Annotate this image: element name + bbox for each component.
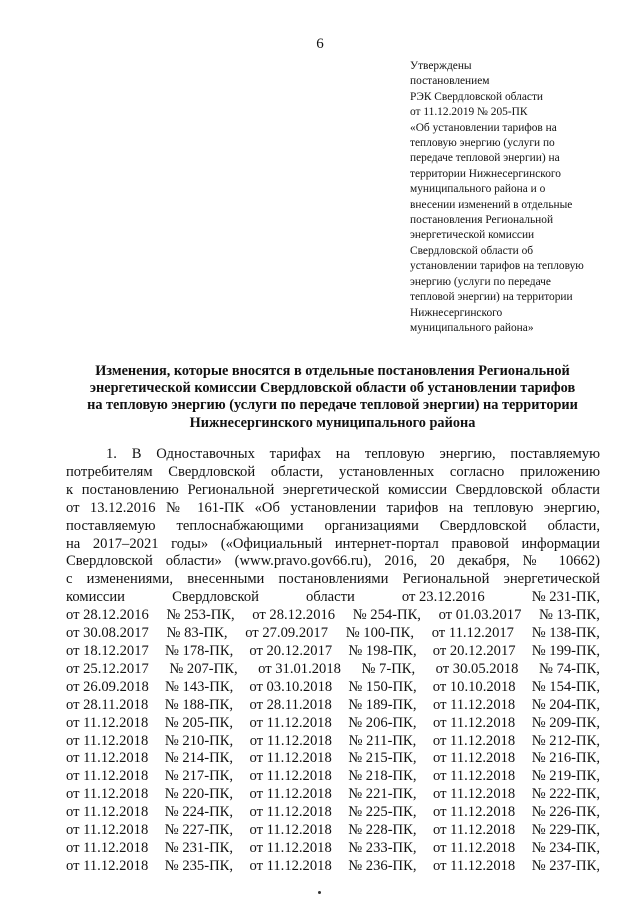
resolution-row: [66, 733, 600, 751]
resolution-row: [66, 804, 600, 822]
resolution-number: № 150-ПК,: [348, 678, 417, 695]
resolution-number: № 199-ПК,: [531, 642, 600, 659]
approval-line: от 11.12.2019 № 205-ПК: [410, 106, 528, 119]
body-line: поставляемую теплоснабжающими организациями Свердловской области,: [66, 517, 600, 534]
resolution-number: № 206-ПК,: [348, 714, 417, 731]
approval-line: Свердловской области об: [410, 244, 534, 257]
resolution-row: [66, 607, 600, 625]
resolution-number: № 100-ПК,: [345, 625, 414, 642]
approval-line: передаче тепловой энергии) на: [410, 152, 560, 165]
resolution-row: [66, 625, 600, 643]
heading-line: энергетической комиссии Свердловской области об установлении тарифов: [89, 380, 576, 397]
body-line: на 2017–2021 годы» («Официальный интернет-портал правовой информации: [66, 535, 600, 552]
resolution-row: [66, 679, 600, 697]
approval-line: постановлением: [410, 75, 490, 88]
resolution-date: от 01.03.2017: [438, 607, 522, 624]
body-line: [66, 589, 600, 607]
resolution-number: № 198-ПК,: [348, 642, 417, 659]
heading-line: Изменения, которые вносятся в отдельные постановления Региональной: [95, 363, 570, 379]
resolution-number: № 226-ПК,: [531, 804, 600, 821]
resolution-number: № 235-ПК,: [164, 857, 233, 874]
resolution-number: № 138-ПК,: [531, 625, 600, 642]
body-line: от 13.12.2016 № 161-ПК «Об установлении тарифов на тепловую энергию,: [66, 499, 600, 516]
approval-line: муниципального района и о: [410, 183, 546, 196]
resolution-date: от 28.12.2016: [66, 607, 149, 624]
resolution-number: № 215-ПК,: [348, 750, 417, 767]
resolution-number: № 253-ПК,: [166, 607, 235, 624]
resolution-date: от 11.12.2018: [66, 786, 149, 803]
approval-line: тепловой энергии) на территории: [410, 291, 573, 304]
resolution-date: от 11.12.2018: [249, 804, 332, 821]
resolution-number: № 216-ПК,: [531, 750, 600, 767]
body-word: № 231-ПК,: [531, 589, 600, 606]
resolution-date: от 28.11.2018: [66, 696, 149, 713]
resolution-date: от 25.12.2017: [66, 660, 149, 677]
resolution-row: [66, 786, 600, 804]
resolution-number: № 143-ПК,: [164, 678, 234, 695]
resolution-row: [66, 750, 600, 768]
resolution-date: от 26.09.2018: [66, 678, 149, 695]
resolution-date: от 31.01.2018: [258, 660, 341, 677]
body-text: [66, 446, 600, 876]
resolution-date: от 30.08.2017: [66, 625, 149, 642]
resolution-date: от 03.10.2018: [249, 678, 333, 695]
resolution-date: от 11.12.2018: [249, 750, 332, 767]
resolution-date: от 11.12.2017: [431, 625, 514, 642]
resolution-number: № 74-ПК,: [539, 660, 600, 677]
resolution-date: от 11.12.2018: [249, 857, 332, 874]
resolution-row: [66, 715, 600, 733]
body-line: к постановлению Региональной энергетической комиссии Свердловской области: [66, 481, 600, 498]
resolution-number: № 236-ПК,: [348, 857, 417, 874]
resolution-number: № 13-ПК,: [538, 607, 600, 624]
resolution-number: № 204-ПК,: [531, 696, 600, 713]
resolution-number: № 154-ПК,: [531, 678, 600, 695]
resolution-number: № 209-ПК,: [531, 714, 600, 731]
page-number: 6: [316, 36, 324, 52]
resolution-number: № 234-ПК,: [531, 839, 600, 856]
resolution-row: [66, 858, 600, 876]
resolution-date: от 10.10.2018: [432, 678, 516, 695]
resolution-date: от 20.12.2017: [249, 642, 333, 659]
resolution-number: № 227-ПК,: [164, 822, 233, 839]
document-heading: [60, 363, 605, 432]
resolution-date: от 11.12.2018: [249, 839, 332, 856]
approval-line: установлении тарифов на тепловую: [410, 260, 584, 273]
resolution-number: № 221-ПК,: [348, 786, 417, 803]
resolution-number: № 231-ПК,: [164, 839, 233, 856]
resolution-number: № 218-ПК,: [348, 768, 417, 785]
resolution-date: от 11.12.2018: [66, 768, 149, 785]
resolution-row: [66, 697, 600, 715]
approval-line: внесении изменений в отдельные: [410, 198, 573, 211]
resolution-number: № 83-ПК,: [166, 625, 228, 642]
resolution-date: от 11.12.2018: [432, 857, 516, 874]
approval-line: Утверждены: [410, 60, 472, 72]
approval-line: тепловую энергию (услуги по: [410, 137, 555, 150]
resolution-date: от 11.12.2018: [432, 750, 516, 767]
resolution-number: № 212-ПК,: [531, 732, 600, 749]
resolution-row: [66, 822, 600, 840]
resolution-date: от 11.12.2018: [432, 732, 516, 749]
resolution-date: от 30.05.2018: [435, 660, 519, 677]
resolution-date: от 11.12.2018: [66, 822, 149, 839]
resolution-date: от 28.12.2016: [252, 607, 336, 624]
approval-line: территории Нижнесергинского: [410, 167, 562, 180]
approval-line: энергию (услуги по передаче: [410, 275, 551, 288]
resolution-number: № 228-ПК,: [348, 822, 417, 839]
approval-line: постановления Региональной: [410, 214, 554, 227]
resolution-number: № 254-ПК,: [352, 607, 421, 624]
body-line: 1. В Одноставочных тарифах на тепловую энергию, поставляемую: [106, 446, 600, 462]
resolution-number: № 214-ПК,: [164, 750, 233, 767]
approval-line: Нижнесергинского: [410, 306, 503, 319]
resolution-date: от 11.12.2018: [432, 696, 516, 713]
resolution-number: № 207-ПК,: [169, 660, 238, 677]
resolution-row: [66, 661, 600, 679]
resolution-date: от 11.12.2018: [66, 839, 149, 856]
resolution-number: № 205-ПК,: [164, 714, 233, 731]
resolution-date: от 18.12.2017: [66, 642, 149, 659]
resolution-number: № 217-ПК,: [164, 768, 233, 785]
resolution-date: от 11.12.2018: [249, 732, 332, 749]
resolution-number: № 210-ПК,: [164, 732, 234, 749]
resolution-date: от 11.12.2018: [66, 750, 149, 767]
resolution-date: от 11.12.2018: [432, 768, 516, 785]
resolution-number: № 178-ПК,: [164, 642, 234, 659]
heading-line: Нижнесергинского муниципального района: [189, 414, 476, 431]
resolution-number: № 189-ПК,: [348, 696, 417, 713]
approval-line: РЭК Свердловской области: [410, 90, 544, 103]
resolution-date: от 11.12.2018: [432, 839, 516, 856]
resolution-date: от 11.12.2018: [249, 786, 332, 803]
resolution-number: № 225-ПК,: [348, 804, 417, 821]
resolution-row: [66, 840, 600, 858]
resolution-date: от 11.12.2018: [432, 822, 516, 839]
resolution-date: от 11.12.2018: [249, 822, 332, 839]
resolution-list: [66, 607, 600, 876]
body-line: Свердловской области» (www.pravo.gov66.ru), 2016, 20 декабря, № 10662): [66, 553, 600, 570]
resolution-row: [66, 768, 600, 786]
resolution-date: от 27.09.2017: [245, 625, 329, 642]
resolution-date: от 11.12.2018: [249, 714, 332, 731]
body-word: от 23.12.2016: [401, 589, 485, 606]
body-line: с изменениями, внесенными постановлениями Региональной энергетической: [66, 571, 600, 588]
body-word: Свердловской: [172, 589, 259, 606]
resolution-date: от 11.12.2018: [66, 804, 149, 821]
resolution-date: от 11.12.2018: [249, 768, 332, 785]
resolution-number: № 237-ПК,: [531, 857, 600, 874]
scan-mark: [318, 891, 321, 894]
heading-line: на тепловую энергию (услуги по передаче тепловой энергии) на территории: [87, 397, 578, 414]
resolution-number: № 220-ПК,: [164, 786, 233, 803]
resolution-date: от 11.12.2018: [66, 857, 149, 874]
body-line: потребителям Свердловской области, установленных согласно приложению: [66, 463, 600, 480]
body-word: комиссии: [66, 589, 125, 606]
resolution-number: № 229-ПК,: [531, 822, 600, 839]
resolution-number: № 219-ПК,: [531, 768, 600, 785]
resolution-date: от 20.12.2017: [432, 642, 516, 659]
approval-block: [410, 59, 625, 336]
resolution-number: № 224-ПК,: [164, 804, 233, 821]
resolution-number: № 222-ПК,: [531, 786, 600, 803]
resolution-number: № 188-ПК,: [164, 696, 233, 713]
resolution-date: от 11.12.2018: [432, 786, 516, 803]
resolution-number: № 7-ПК,: [361, 660, 416, 677]
resolution-date: от 28.11.2018: [249, 696, 332, 713]
approval-line: «Об установлении тарифов на: [410, 121, 557, 134]
body-word: области: [306, 589, 355, 606]
resolution-date: от 11.12.2018: [66, 714, 149, 731]
approval-line: энергетической комиссии: [410, 229, 535, 242]
resolution-date: от 11.12.2018: [432, 714, 516, 731]
resolution-row: [66, 643, 600, 661]
resolution-number: № 211-ПК,: [348, 732, 417, 749]
approval-line: муниципального района»: [410, 321, 534, 334]
resolution-date: от 11.12.2018: [432, 804, 516, 821]
resolution-number: № 233-ПК,: [348, 839, 417, 856]
resolution-date: от 11.12.2018: [66, 732, 149, 749]
